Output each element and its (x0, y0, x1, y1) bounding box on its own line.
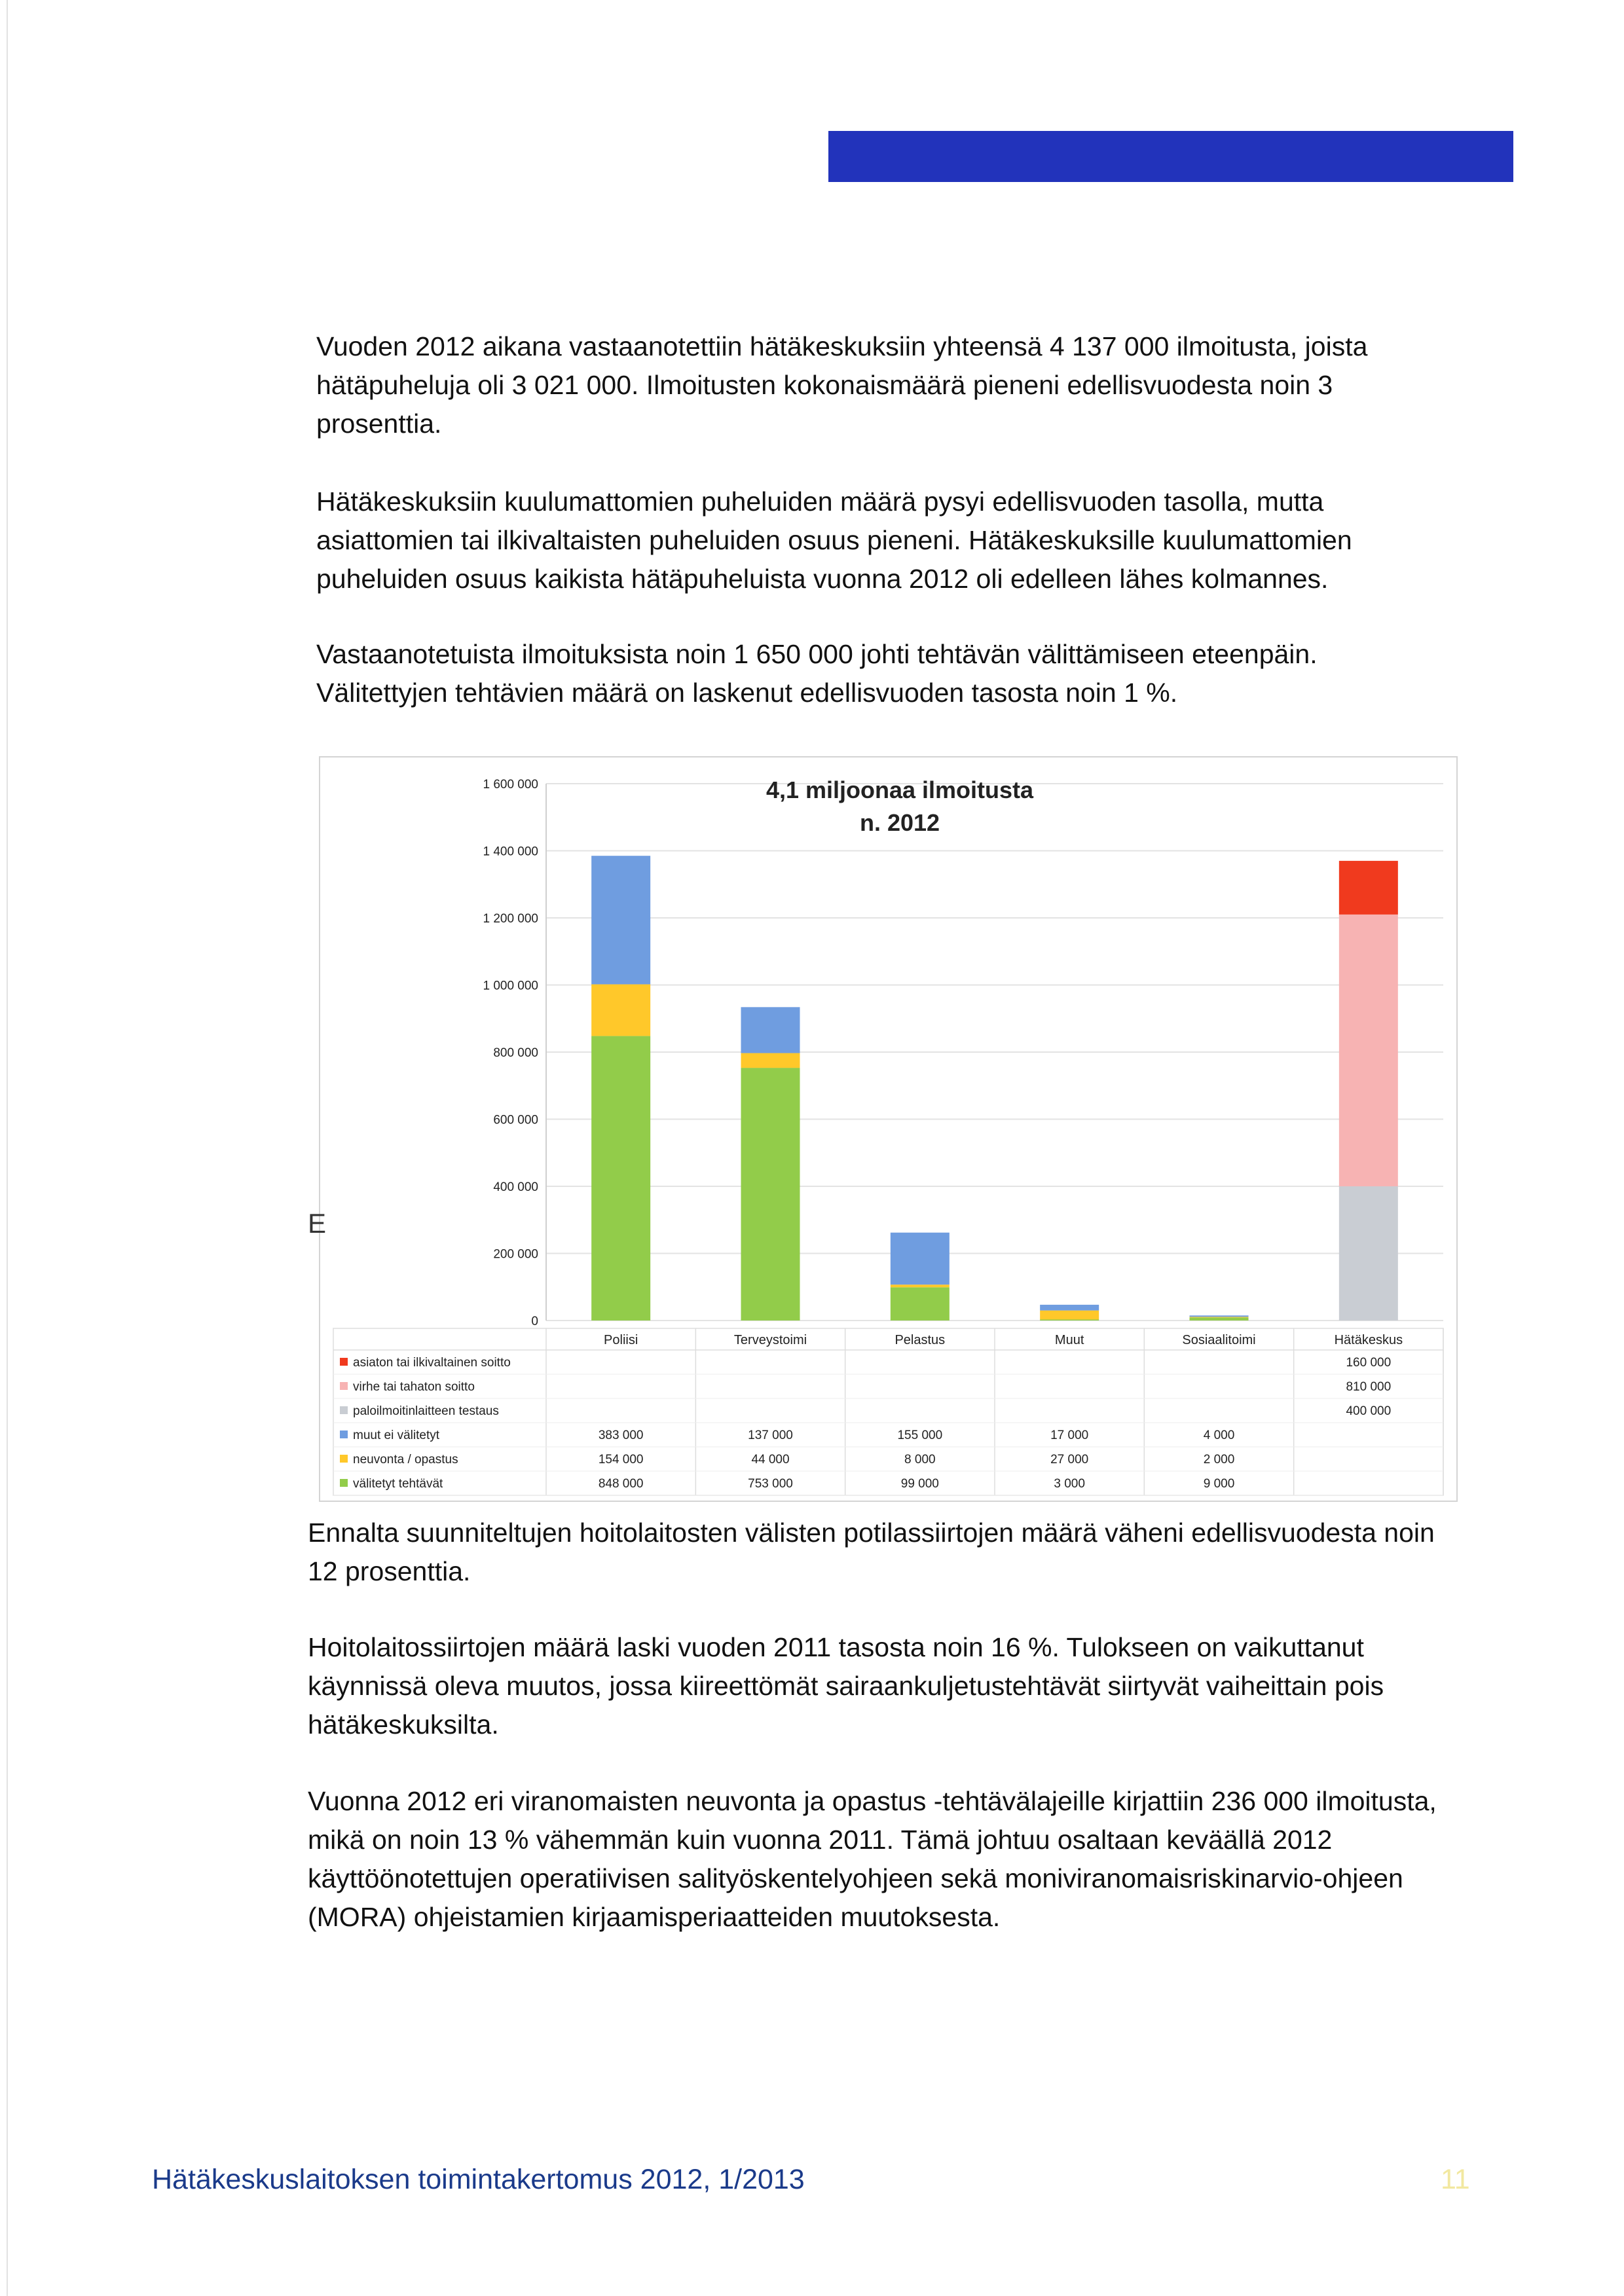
legend-swatch (340, 1430, 348, 1438)
data-table-value: 3 000 (1054, 1477, 1085, 1491)
data-table-border (333, 1328, 1443, 1495)
data-table-value: 154 000 (598, 1453, 644, 1467)
paragraph-6 (308, 1782, 1437, 1937)
data-table-value: 2 000 (1203, 1453, 1235, 1467)
data-table-value: 383 000 (598, 1429, 644, 1442)
legend-entry: virhe tai tahaton soitto (353, 1380, 475, 1394)
chart-title-line-1: 4,1 miljoonaa ilmoitusta (766, 776, 1034, 803)
bar-segment (591, 856, 650, 984)
x-category-label: Poliisi (604, 1333, 638, 1347)
y-tick-label: 200 000 (493, 1247, 538, 1262)
legend-entry: muut ei välitetyt (353, 1429, 439, 1442)
legend-swatch (340, 1382, 348, 1390)
legend-entry: asiaton tai ilkivaltainen soitto (353, 1356, 511, 1370)
data-table-value: 8 000 (904, 1453, 936, 1467)
paragraph-5-line-2: käynnissä oleva muutos, jossa kiireettömät sairaankuljetustehtävät siirtyvät vaiheittain pois (308, 1671, 1384, 1701)
chart-title-line-2: n. 2012 (859, 809, 940, 836)
bar-segment (1339, 1186, 1398, 1321)
paragraph-6-line-4: (MORA) ohjeistamien kirjaamisperiaatteiden muutoksesta. (308, 1902, 1001, 1932)
data-table-value: 9 000 (1203, 1477, 1235, 1491)
data-table-value: 155 000 (897, 1429, 943, 1442)
x-category-label: Pelastus (895, 1333, 946, 1347)
bar-segment (741, 1068, 800, 1321)
y-tick-label: 1 600 000 (483, 778, 538, 792)
paragraph-4 (308, 1514, 1435, 1591)
bar-segment (1040, 1319, 1099, 1321)
bar-segment (1040, 1305, 1099, 1311)
bar-segment (741, 1053, 800, 1068)
legend-swatch (340, 1479, 348, 1487)
legend-swatch (340, 1358, 348, 1366)
paragraph-2-line-3: puheluiden osuus kaikista hätäpuheluista vuonna 2012 oli edelleen lähes kolmannes. (316, 564, 1329, 594)
bar-segment (741, 1007, 800, 1053)
y-tick-label: 800 000 (493, 1046, 538, 1060)
stacked-bar-chart (320, 757, 1456, 1501)
y-tick-label: 1 200 000 (483, 912, 538, 926)
legend-entry: neuvonta / opastus (353, 1453, 458, 1467)
bar-segment (1190, 1317, 1249, 1321)
data-table-value: 848 000 (598, 1477, 644, 1491)
paragraph-6-line-1: Vuonna 2012 eri viranomaisten neuvonta ja opastus -tehtävälajeille kirjattiin 236 000 ilmoitusta, (308, 1786, 1437, 1816)
paragraph-5-line-3: hätäkeskuksilta. (308, 1709, 499, 1740)
legend-swatch (340, 1406, 348, 1414)
page-number: 11 (1441, 2164, 1470, 2195)
data-table-value: 400 000 (1346, 1404, 1392, 1418)
bar-segment (1190, 1315, 1249, 1317)
paragraph-3 (316, 635, 1318, 712)
paragraph-1-line-3: prosenttia. (316, 409, 442, 439)
x-category-label: Hätäkeskus (1334, 1333, 1403, 1347)
legend-entry: välitetyt tehtävät (353, 1477, 443, 1491)
data-table-value: 27 000 (1050, 1453, 1089, 1467)
paragraph-5 (308, 1628, 1384, 1744)
edge-mark: E (308, 1208, 327, 1239)
bar-segment (891, 1233, 950, 1285)
data-table-value: 17 000 (1050, 1429, 1089, 1442)
paragraph-6-line-2: mikä on noin 13 % vähemmän kuin vuonna 2011. Tämä johtuu osaltaan keväällä 2012 (308, 1825, 1333, 1855)
paragraph-2-line-2: asiattomien tai ilkivaltaisten puheluiden osuus pieneni. Hätäkeskuksille kuulumattomien (316, 525, 1352, 555)
paragraph-1-line-2: hätäpuheluja oli 3 021 000. Ilmoitusten kokonaismäärä pieneni edellisvuodesta noin 3 (316, 370, 1333, 400)
page-left-border (7, 0, 8, 2296)
data-table-value: 137 000 (748, 1429, 793, 1442)
paragraph-6-line-3: käyttöönotettujen operatiivisen salityöskentelyohjeen sekä moniviranomaisriskinarvio-ohjeen (308, 1863, 1403, 1893)
paragraph-1-line-1: Vuoden 2012 aikana vastaanotettiin hätäkeskuksiin yhteensä 4 137 000 ilmoitusta, joista (316, 331, 1368, 361)
data-table-value: 753 000 (748, 1477, 793, 1491)
bar-segment (591, 984, 650, 1036)
bar-segment (891, 1287, 950, 1321)
legend-swatch (340, 1455, 348, 1463)
y-tick-label: 0 (531, 1315, 538, 1328)
paragraph-4-line-2: 12 prosenttia. (308, 1556, 471, 1586)
paragraph-1 (316, 327, 1367, 443)
y-tick-label: 1 400 000 (483, 845, 538, 859)
data-table-value: 160 000 (1346, 1356, 1392, 1370)
chart-container (319, 756, 1458, 1502)
paragraph-3-line-2: Välitettyjen tehtävien määrä on laskenut edellisvuoden tasosta noin 1 %. (316, 678, 1178, 708)
paragraph-3-line-1: Vastaanotetuista ilmoituksista noin 1 650 000 johti tehtävän välittämiseen eteenpäin. (316, 639, 1318, 669)
bar-segment (1339, 861, 1398, 915)
data-table-value: 99 000 (900, 1477, 939, 1491)
bar-segment (591, 1036, 650, 1321)
bar-segment (1040, 1311, 1099, 1320)
bar-segment (891, 1285, 950, 1287)
x-category-label: Terveystoimi (733, 1333, 807, 1347)
header-color-bar (828, 131, 1513, 182)
data-table-value: 44 000 (751, 1453, 790, 1467)
paragraph-2-line-1: Hätäkeskuksiin kuulumattomien puheluiden määrä pysyi edellisvuoden tasolla, mutta (316, 486, 1324, 517)
footer-title: Hätäkeskuslaitoksen toimintakertomus 2012, 1/2013 (152, 2164, 805, 2195)
data-table-value: 4 000 (1203, 1429, 1235, 1442)
bar-segment (1339, 915, 1398, 1186)
x-category-label: Muut (1054, 1333, 1084, 1347)
paragraph-2 (316, 483, 1352, 598)
paragraph-5-line-1: Hoitolaitossiirtojen määrä laski vuoden 2011 tasosta noin 16 %. Tulokseen on vaikuttanut (308, 1632, 1364, 1662)
y-tick-label: 1 000 000 (483, 979, 538, 993)
paragraph-4-line-1: Ennalta suunniteltujen hoitolaitosten välisten potilassiirtojen määrä väheni edellisvuodesta noin (308, 1518, 1435, 1548)
legend-entry: paloilmoitinlaitteen testaus (353, 1404, 499, 1418)
y-tick-label: 400 000 (493, 1180, 538, 1194)
x-category-label: Sosiaalitoimi (1182, 1333, 1256, 1347)
data-table-value: 810 000 (1346, 1380, 1392, 1394)
y-tick-label: 600 000 (493, 1113, 538, 1127)
